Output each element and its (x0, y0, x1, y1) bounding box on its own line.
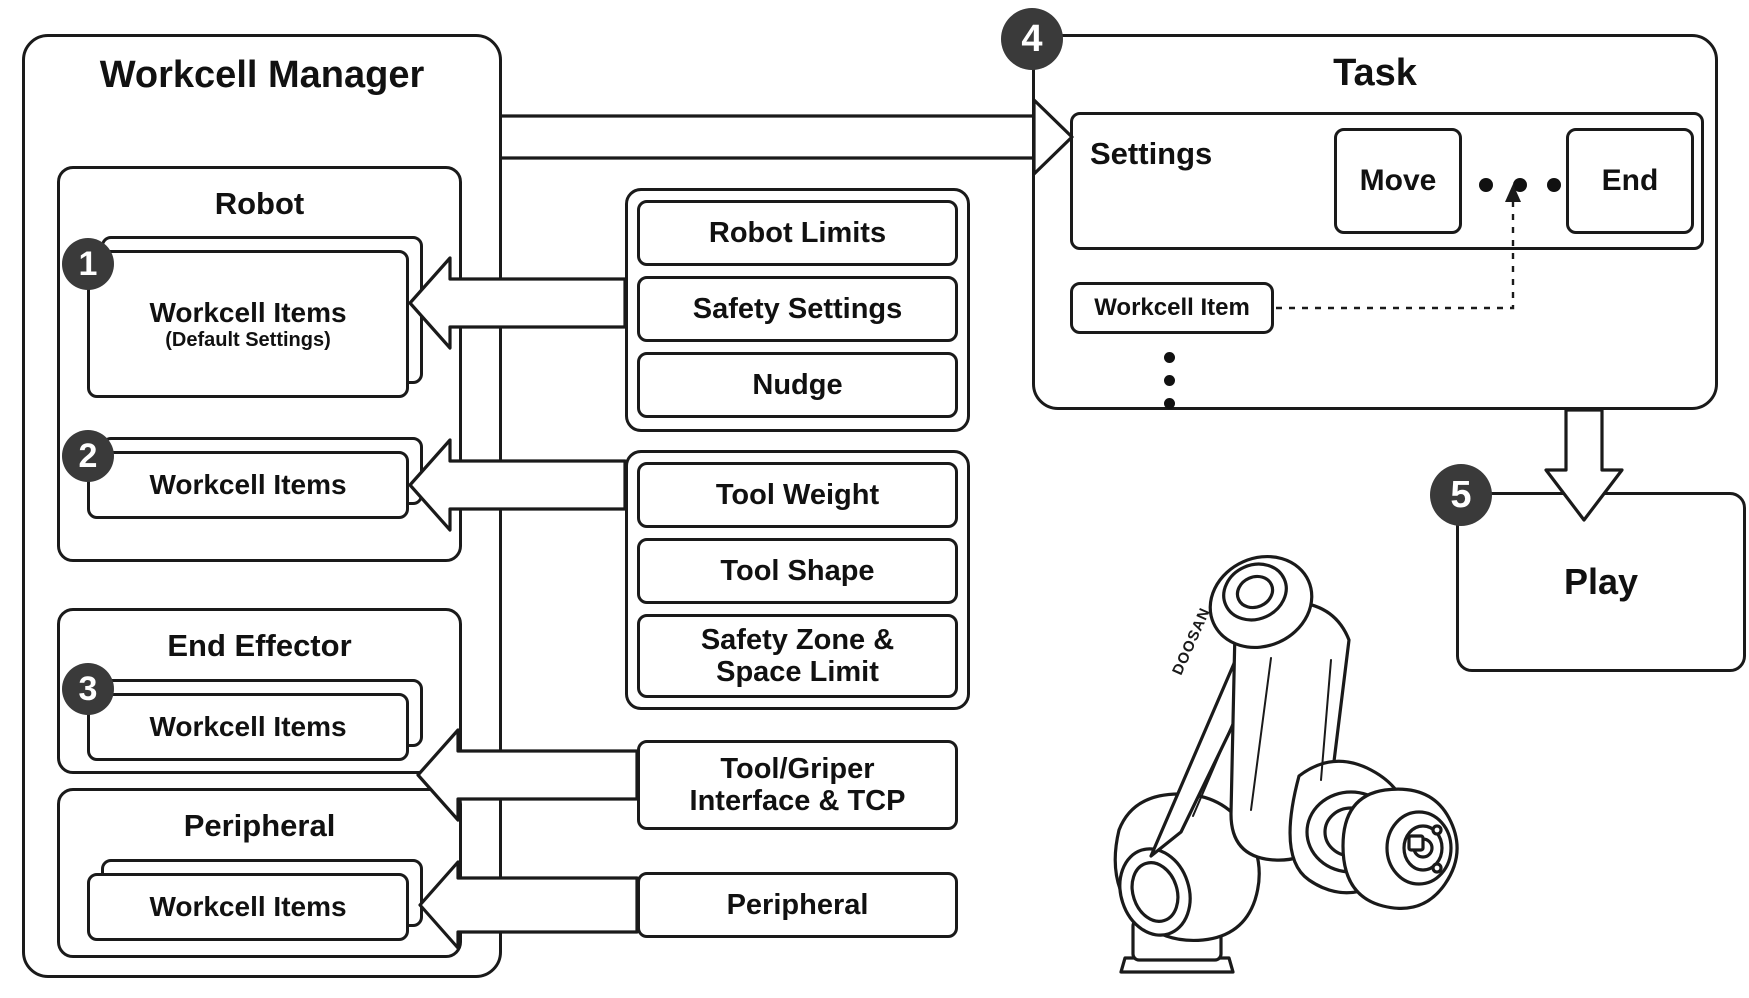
task-panel-title: Task (1333, 52, 1417, 94)
task-settings-label: Settings (1090, 136, 1213, 171)
badge-2: 2 (62, 430, 114, 482)
robot-workcell-items[interactable] (87, 451, 409, 519)
task-workcell-item-label: Workcell Item (1094, 294, 1250, 321)
tool-shape-label: Tool Shape (720, 554, 875, 587)
peripheral-settings-box[interactable] (637, 872, 958, 938)
task-sequence-dot-3 (1547, 178, 1561, 192)
task-end-label: End (1601, 164, 1659, 197)
safety-zone-label-line1: Safety Zone & (700, 623, 895, 656)
task-end-block[interactable] (1566, 128, 1694, 234)
tool-interface-label-line2: Interface & TCP (689, 785, 906, 817)
svg-text:DOOSAN: DOOSAN (1169, 605, 1214, 678)
task-workcell-item-chip[interactable] (1070, 282, 1274, 334)
safety-zone-box[interactable] (637, 614, 958, 698)
tool-shape-box[interactable] (637, 538, 958, 604)
badge-5: 5 (1430, 464, 1492, 526)
robot-item-1-sublabel: (Default Settings) (165, 329, 331, 351)
peripheral-item-label: Workcell Items (149, 891, 347, 922)
task-move-label: Move (1359, 164, 1437, 197)
robot-item-2-label: Workcell Items (149, 469, 347, 500)
safety-settings-label: Safety Settings (692, 292, 903, 325)
badge-3: 3 (62, 663, 114, 715)
nudge-label: Nudge (752, 368, 843, 401)
end-effector-group-title: End Effector (167, 628, 352, 663)
tool-weight-label: Tool Weight (715, 478, 880, 511)
robot-group-title: Robot (214, 186, 305, 221)
robot-limits-box[interactable] (637, 200, 958, 266)
robot-limits-label: Robot Limits (708, 216, 887, 249)
task-move-block[interactable] (1334, 128, 1462, 234)
robot-item-1-label: Workcell Items (149, 297, 347, 328)
task-vertical-dot-3 (1164, 398, 1175, 409)
workcell-manager-title: Workcell Manager (99, 54, 425, 96)
task-vertical-dot-1 (1164, 352, 1175, 363)
tool-interface-label-line1: Tool/Griper (720, 752, 875, 785)
task-sequence-dot-2 (1513, 178, 1527, 192)
tool-interface-box[interactable] (637, 740, 958, 830)
play-label: Play (1563, 561, 1639, 602)
end-effector-workcell-items[interactable] (87, 693, 409, 761)
tool-weight-box[interactable] (637, 462, 958, 528)
task-sequence-dot-1 (1479, 178, 1493, 192)
robot-arm-illustration (1085, 480, 1515, 990)
peripheral-group-title: Peripheral (183, 808, 336, 843)
peripheral-settings-label: Peripheral (726, 888, 869, 921)
task-vertical-dot-2 (1164, 375, 1175, 386)
safety-settings-box[interactable] (637, 276, 958, 342)
badge-1: 1 (62, 238, 114, 290)
safety-zone-label-line2: Space Limit (716, 656, 879, 688)
badge-4: 4 (1001, 8, 1063, 70)
end-effector-item-label: Workcell Items (149, 711, 347, 742)
nudge-box[interactable] (637, 352, 958, 418)
peripheral-workcell-items[interactable] (87, 873, 409, 941)
robot-workcell-items-default[interactable] (87, 250, 409, 398)
